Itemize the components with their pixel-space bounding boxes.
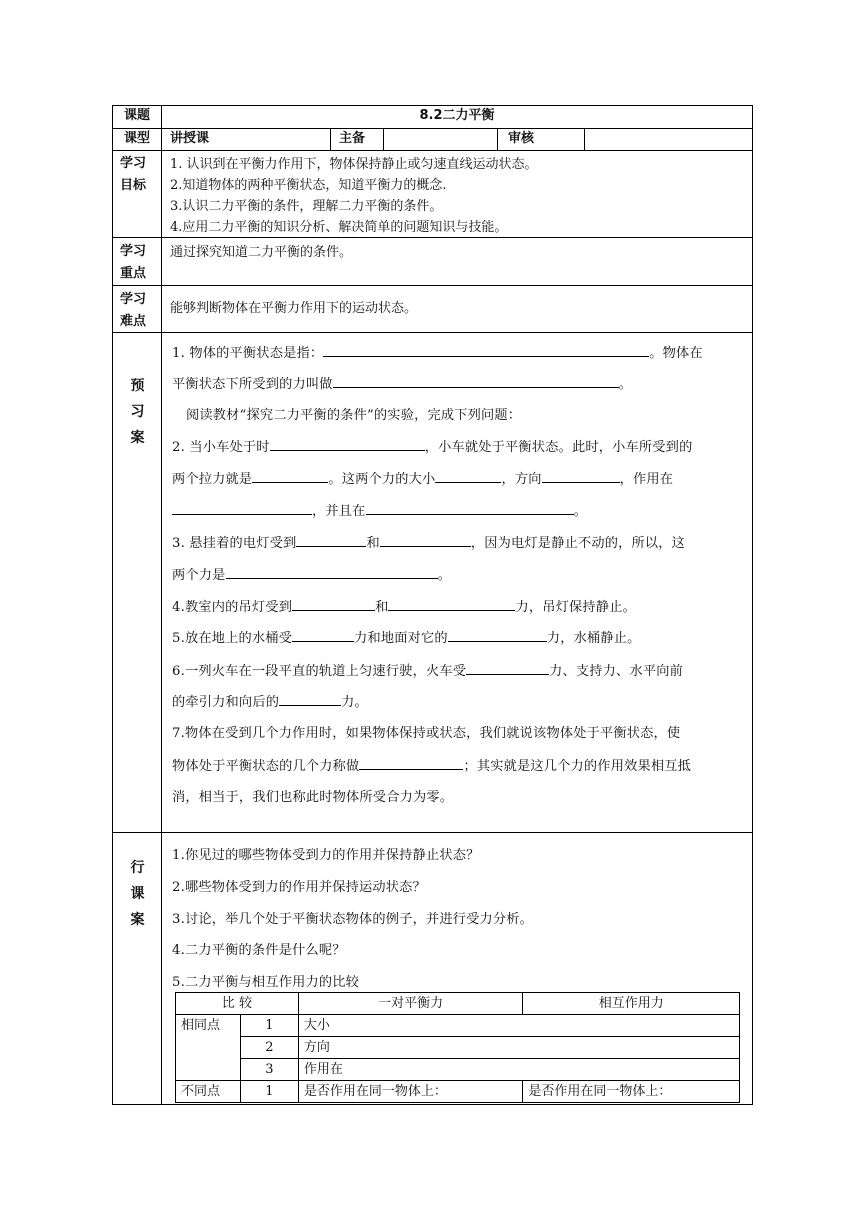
answer-blank[interactable]	[388, 597, 515, 611]
answer-blank[interactable]	[448, 628, 547, 642]
key-label-cell	[113, 238, 162, 286]
diff-point-label: 不同点	[176, 1081, 241, 1103]
preview-line-9: 4.教室内的吊灯受到 和 力，吊灯保持静止。	[172, 597, 748, 618]
preview-line-4: 2. 当小车处于时 ，小车就处于平衡状态。此时，小车所受到的	[172, 437, 748, 458]
answer-blank[interactable]	[359, 756, 463, 770]
answer-blank[interactable]	[323, 343, 649, 357]
difficulty-label-cell	[113, 286, 162, 333]
preview-label-2: 习	[130, 404, 145, 420]
table-row	[176, 1081, 740, 1103]
answer-blank[interactable]	[542, 469, 620, 483]
goal-item: 1. 认识到在平衡力作用下，物体保持静止或匀速直线运动状态。	[170, 157, 538, 172]
answer-blank[interactable]	[279, 692, 341, 706]
row-number: 2	[240, 1037, 298, 1059]
preview-line-10: 5.放在地上的水桶受 力和地面对它的 力，水桶静止。	[172, 628, 748, 649]
difficulty-label-1: 学习	[120, 292, 147, 307]
same-point-label: 相同点	[176, 1015, 241, 1081]
answer-blank[interactable]	[435, 469, 501, 483]
preview-line-13: 7.物体在受到几个力作用时，如果物体保持或状态，我们就说该物体处于平衡状态，使	[172, 726, 681, 741]
preview-label-3: 案	[130, 430, 145, 446]
answer-blank[interactable]	[292, 628, 354, 642]
goal-item: 2.知道物体的两种平衡状态，知道平衡力的概念.	[170, 178, 447, 193]
row-number: 1	[240, 1081, 298, 1103]
balance-header: 一对平衡力	[298, 993, 523, 1015]
preview-line-5: 两个拉力就是 。这两个力的大小 ，方向 ，作用在	[172, 469, 748, 490]
review-value	[585, 129, 752, 151]
row-text: 作用在	[298, 1059, 739, 1081]
row-text: 大小	[298, 1015, 739, 1037]
lesson-label-2: 课	[130, 886, 145, 902]
lead-value	[384, 129, 498, 151]
difficulty-text: 能够判断物体在平衡力作用下的运动状态。	[162, 286, 752, 333]
preview-label-cell	[113, 333, 162, 833]
diff-interaction-text: 是否作用在同一物体上：	[523, 1081, 740, 1103]
preview-line-6: ，并且在 。	[172, 501, 748, 522]
goals-label-cell	[113, 151, 162, 238]
row-number: 3	[240, 1059, 298, 1081]
answer-blank[interactable]	[226, 565, 438, 579]
answer-blank[interactable]	[333, 374, 619, 388]
comparison-header-row	[176, 993, 740, 1015]
goal-item: 4.应用二力平衡的知识分析、解决简单的问题知识与技能。	[170, 220, 508, 235]
diff-balance-text: 是否作用在同一物体上：	[298, 1081, 523, 1103]
row-number: 1	[240, 1015, 298, 1037]
key-text: 通过探究知道二力平衡的条件。	[162, 238, 752, 286]
topic-label: 课题	[113, 106, 162, 129]
preview-line-2: 平衡状态下所受到的力叫做 。	[172, 374, 748, 395]
type-label: 课型	[113, 129, 162, 151]
table-row	[176, 1059, 740, 1081]
preview-line-15: 消，相当于，我们也称此时物体所受合力为零。	[172, 790, 454, 805]
answer-blank[interactable]	[366, 501, 574, 515]
preview-line-1: 1. 物体的平衡状态是指： 。物体在	[172, 343, 748, 364]
lesson-label-3: 案	[130, 912, 145, 928]
lesson-label-1: 行	[130, 860, 145, 876]
preview-label-1: 预	[130, 378, 145, 394]
preview-line-3: 阅读教材“探究二力平衡的条件”的实验，完成下列问题：	[186, 408, 522, 423]
answer-blank[interactable]	[296, 533, 366, 547]
answer-blank[interactable]	[252, 469, 328, 483]
lesson-question-3: 3.讨论，举几个处于平衡状态物体的例子，并进行受力分析。	[172, 912, 534, 927]
lesson-question-1: 1.你见过的哪些物体受到力的作用并保持静止状态？	[172, 848, 480, 863]
preview-line-7: 3. 悬挂着的电灯受到 和 ，因为电灯是静止不动的，所以，这	[172, 533, 748, 554]
goal-item: 3.认识二力平衡的条件，理解二力平衡的条件。	[170, 199, 443, 214]
review-label: 审核	[498, 129, 585, 151]
lesson-label-cell	[113, 833, 162, 1104]
compare-header: 比 较	[176, 993, 299, 1015]
difficulty-label-2: 难点	[120, 314, 147, 329]
answer-blank[interactable]	[466, 661, 549, 675]
key-label-1: 学习	[120, 244, 147, 259]
answer-blank[interactable]	[172, 501, 312, 515]
lesson-question-5: 5.二力平衡与相互作用力的比较	[172, 975, 360, 990]
preview-line-8: 两个力是 。	[172, 565, 748, 586]
preview-line-12: 的牵引力和向后的 力。	[172, 692, 748, 713]
preview-line-11: 6.一列火车在一段平直的轨道上匀速行驶，火车受 力、支持力、水平向前	[172, 661, 748, 682]
comparison-table	[175, 992, 740, 1103]
table-row	[176, 1015, 740, 1037]
row-text: 方向	[298, 1037, 739, 1059]
goals-label-2: 目标	[120, 178, 147, 193]
topic-value: 8.2二力平衡	[162, 106, 752, 129]
answer-blank[interactable]	[270, 437, 425, 451]
lesson-question-4: 4.二力平衡的条件是什么呢？	[172, 943, 346, 958]
lead-label: 主备	[331, 129, 384, 151]
answer-blank[interactable]	[380, 533, 471, 547]
goals-label-1: 学习	[120, 156, 147, 171]
preview-line-14: 物体处于平衡状态的几个力称做 ；其实就是这几个力的作用效果相互抵	[172, 756, 748, 777]
key-label-2: 重点	[120, 266, 147, 281]
type-value: 讲授课	[162, 129, 331, 151]
lesson-question-2: 2.哪些物体受到力的作用并保持运动状态？	[172, 880, 426, 895]
goals-content	[162, 151, 752, 238]
table-row	[176, 1037, 740, 1059]
interaction-header: 相互作用力	[523, 993, 740, 1015]
answer-blank[interactable]	[292, 597, 375, 611]
